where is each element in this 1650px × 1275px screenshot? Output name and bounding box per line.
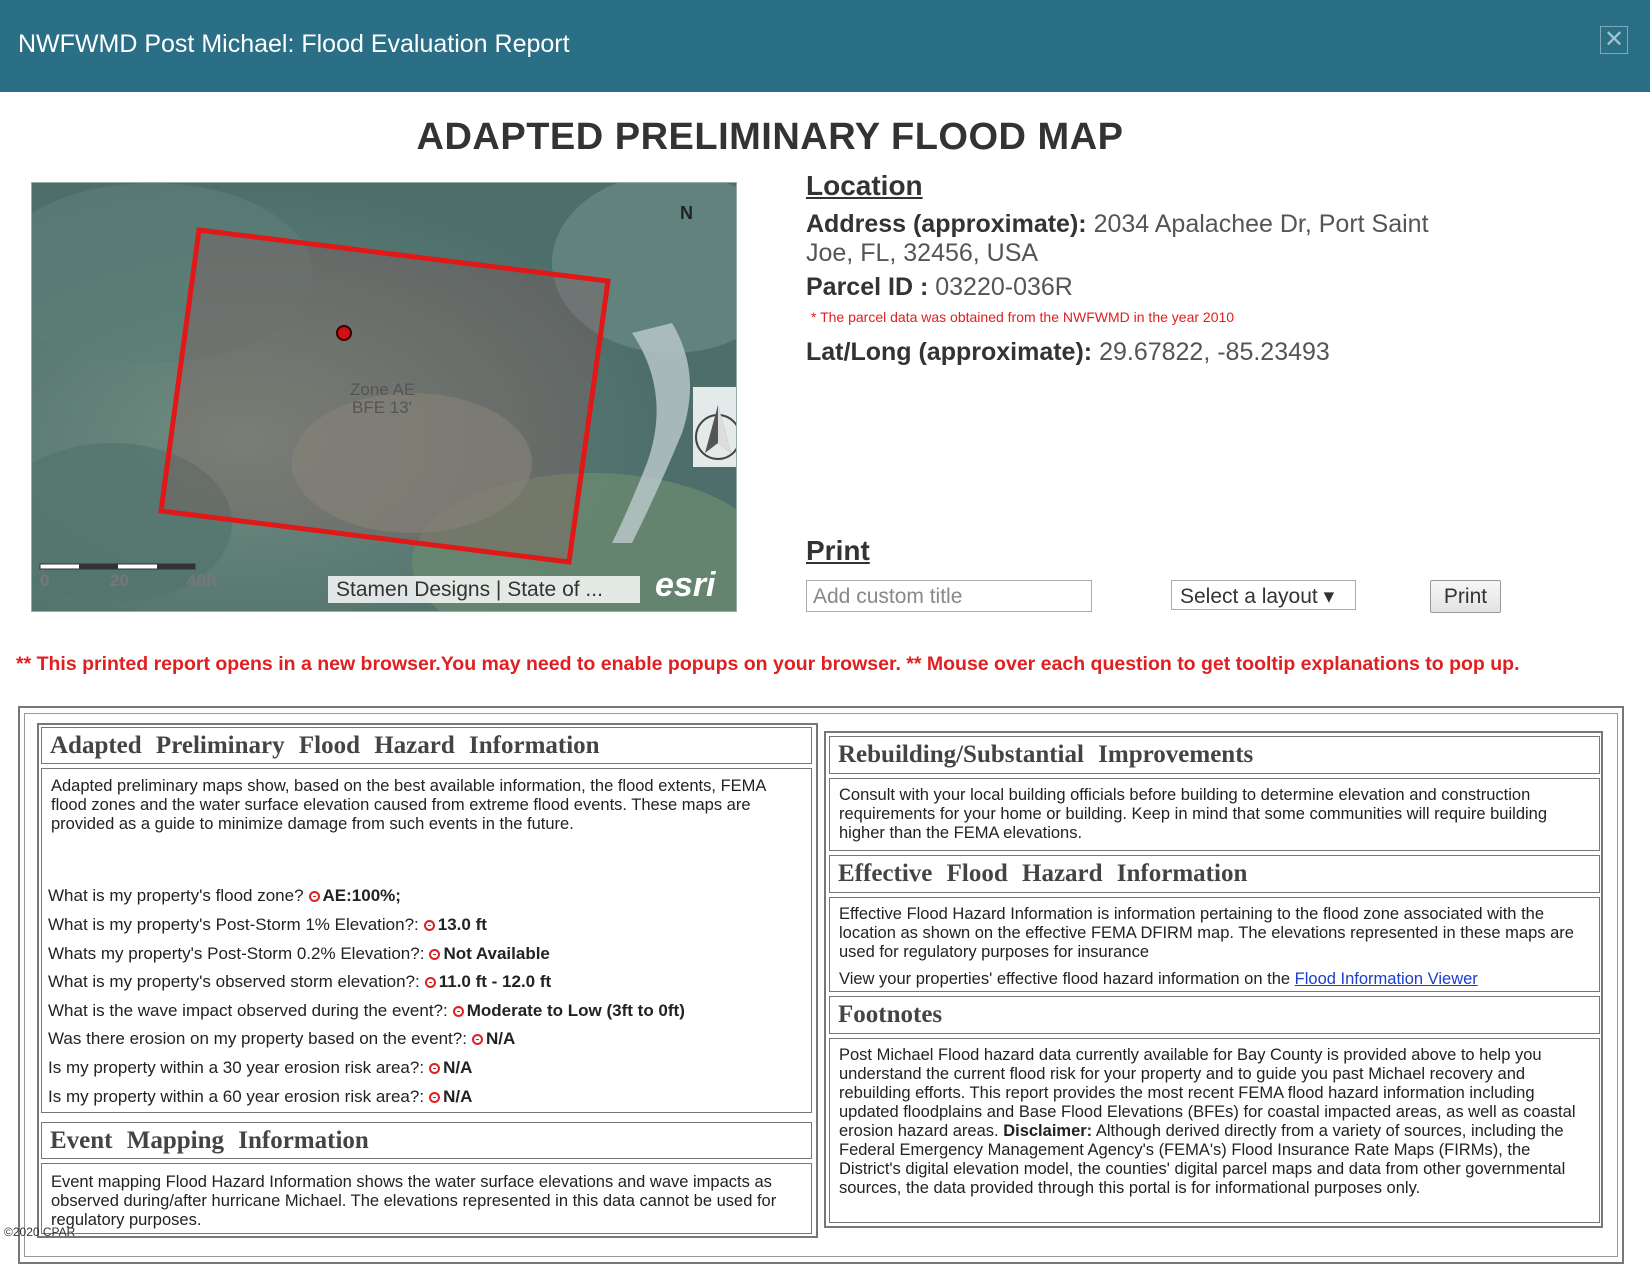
footnotes-title-box (829, 996, 1600, 1034)
hazard-intro: Adapted preliminary maps show, based on the best available information, the flood extents, FEMA flood zones and the water surface elevation caused from extreme flood events. These maps are provided as a guide to minimize damage from such events in the future. (51, 777, 766, 833)
title-bar (0, 0, 1650, 92)
event-title: Event Mapping Information (50, 1127, 369, 1154)
parcel-id (806, 273, 1073, 302)
question-wave-impact[interactable]: What is the wave impact observed during the event?: Moderate to Low (3ft to 0ft) (48, 1001, 685, 1020)
disclaimer-label: Disclaimer: (1003, 1122, 1093, 1140)
effective-title-box (829, 855, 1600, 893)
north-arrow-icon (693, 387, 737, 467)
esri-logo: esri (655, 566, 716, 604)
page-title: ADAPTED PRELIMINARY FLOOD MAP (416, 116, 1124, 158)
hazard-title: Adapted Preliminary Flood Hazard Information (50, 732, 600, 759)
bfe-label: BFE 13' (352, 398, 412, 417)
question-erosion-30yr[interactable]: Is my property within a 30 year erosion risk area?: N/A (48, 1058, 473, 1077)
info-icon[interactable] (453, 1006, 464, 1017)
info-icon[interactable] (425, 977, 436, 988)
event-text: Event mapping Flood Hazard Information shows the water surface elevations and wave impacts as observed during/after hurricane Michael. The elevations represented in this data cannot be used for regulatory purposes. (51, 1173, 777, 1229)
print-button[interactable]: Print (1430, 580, 1501, 613)
print-title: Print (806, 535, 870, 566)
location-title: Location (806, 170, 923, 201)
info-icon[interactable] (424, 920, 435, 931)
parcel-label: Parcel ID : (806, 273, 929, 301)
scale-label-40: 40ft (187, 571, 218, 590)
address-line-1 (806, 210, 1429, 239)
scale-label-0: 0 (40, 571, 50, 590)
close-icon[interactable]: ✕ (1600, 26, 1628, 54)
info-icon[interactable] (472, 1034, 483, 1045)
parcel-value: 03220-036R (935, 273, 1073, 301)
location-marker (337, 326, 351, 340)
flood-map[interactable] (31, 182, 737, 612)
question-storm-elevation[interactable]: What is my property's observed storm elevation?: 11.0 ft - 12.0 ft (48, 972, 552, 991)
flood-information-viewer-link[interactable]: Flood Information Viewer (1294, 970, 1478, 988)
footnotes-content-box (829, 1038, 1600, 1223)
question-1pct-elevation[interactable]: What is my property's Post-Storm 1% Elevation?: 13.0 ft (48, 915, 487, 934)
parcel-note: * The parcel data was obtained from the NWFWMD in the year 2010 (811, 309, 1235, 325)
info-icon[interactable] (309, 891, 320, 902)
effective-content-box (829, 897, 1600, 992)
rebuilding-text: Consult with your local building officials before building to determine elevation and construction requirements for your home or building. Keep in mind that some communities will require building higher than the FEMA elevations. (839, 786, 1548, 842)
scale-label-20: 20 (110, 571, 129, 590)
window-title: NWFWMD Post Michael: Flood Evaluation Report (18, 30, 570, 58)
rebuilding-title: Rebuilding/Substantial Improvements (838, 741, 1254, 768)
popup-warning: ** This printed report opens in a new browser.You may need to enable popups on your browser. ** Mouse over each question to get tooltip explanations to pop up. (16, 653, 1520, 675)
address-line-2: Joe, FL, 32456, USA (806, 239, 1039, 267)
event-content-box (41, 1163, 812, 1234)
latlong-value: 29.67822, -85.23493 (1099, 338, 1330, 366)
north-arrow (693, 387, 737, 467)
question-erosion-60yr[interactable]: Is my property within a 60 year erosion risk area?: N/A (48, 1087, 473, 1106)
rebuilding-content-box (829, 778, 1600, 851)
question-02pct-elevation[interactable]: Whats my property's Post-Storm 0.2% Elevation?: Not Available (48, 944, 550, 963)
question-erosion-event[interactable]: Was there erosion on my property based on the event?: N/A (48, 1029, 516, 1048)
copyright: ©2020 CPAR (4, 1225, 76, 1239)
zone-label: Zone AE (350, 380, 416, 399)
rebuilding-title-box (829, 736, 1600, 774)
latlong (806, 338, 1330, 367)
north-label: N (680, 203, 693, 223)
event-title-box (41, 1122, 812, 1159)
map-attribution[interactable]: Stamen Designs | State of ... (328, 576, 640, 603)
address-value-1: 2034 Apalachee Dr, Port Saint (1093, 210, 1429, 238)
effective-text: Effective Flood Hazard Information is information pertaining to the flood zone associated with the location as shown on the effective FEMA DFIRM map. The elevations represented in these maps are used for regulatory purposes for insurance (839, 905, 1574, 961)
custom-title-input[interactable]: Add custom title (806, 580, 1092, 612)
effective-view: View your properties' effective flood hazard information on the Flood Information Viewer (839, 970, 1478, 988)
address-label: Address (approximate): (806, 210, 1087, 238)
latlong-label: Lat/Long (approximate): (806, 338, 1093, 366)
info-icon[interactable] (429, 949, 440, 960)
info-icon[interactable] (429, 1063, 440, 1074)
layout-select[interactable]: Select a layout ▾ (1171, 580, 1356, 610)
effective-title: Effective Flood Hazard Information (838, 860, 1248, 887)
question-flood-zone[interactable]: What is my property's flood zone? AE:100%; (48, 886, 401, 905)
footnotes-title: Footnotes (838, 1001, 943, 1028)
scale-bar (40, 564, 195, 569)
footnotes-text: Post Michael Flood hazard data currently available for Bay County is provided above to help you understand the current flood risk for your property and to guide you past Michael recovery and rebuilding efforts. This report provides the most recent FEMA flood hazard information including updated floodplains and Base Flood Elevations (BFEs) for coastal impacted areas, as well as coastal erosion hazard areas. Disclaimer: Although derived directly from a variety of sources, including the Federal Emergency Management Agency's (FEMA's) Flood Insurance Rate Maps (FIRMs), the District's digital elevation model, the counties' digital parcel maps and data from other governmental sources, the data provided through this portal is for informational purposes only. (839, 1046, 1576, 1197)
hazard-title-box (41, 727, 812, 764)
info-icon[interactable] (429, 1092, 440, 1103)
